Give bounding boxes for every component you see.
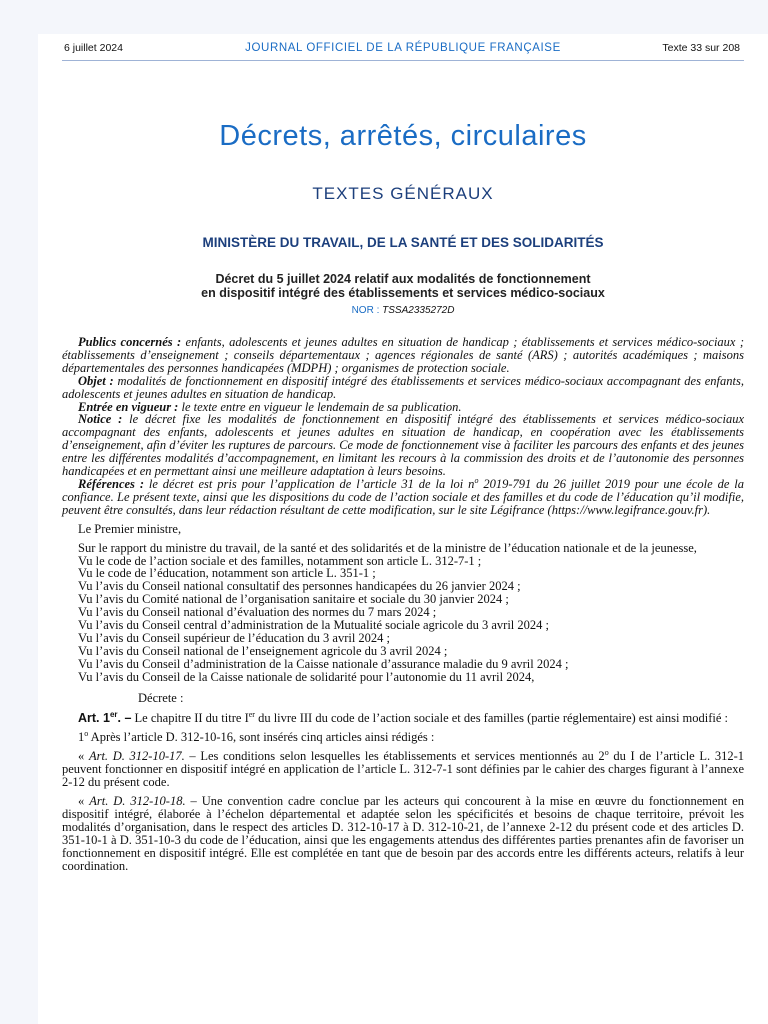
quote-mark: « (78, 749, 89, 764)
summary-label: Références : (78, 476, 144, 491)
superscript: o (474, 475, 479, 485)
visa-line: Vu l’avis du Conseil supérieur de l’éducation du 3 avril 2024 ; (78, 630, 391, 645)
text-reference: Texte 33 sur 208 (662, 42, 740, 54)
summary-label: Objet : (78, 373, 114, 388)
item-number: 1 (78, 730, 85, 745)
summary-label: Entrée en vigueur : (78, 399, 179, 414)
article-label-text: Art. 1 (78, 711, 110, 726)
visa-line: Vu l’avis du Comité national de l’organisation sanitaire et sociale du 30 janvier 2024 ; (78, 592, 509, 607)
article-d-312-10-18 (62, 795, 744, 872)
summary-objet (62, 375, 744, 401)
sub-article-label: Art. D. 312-10-18. (89, 794, 186, 808)
decree-title-line: Décret du 5 juillet 2024 relatif aux modalités de fonctionnement (215, 272, 591, 286)
quote-mark: « (78, 794, 90, 808)
summary-text: le décret fixe les modalités de fonctionnement en dispositif intégré des établissements et services médico-sociaux accompagnant des enfants, adolescents et jeunes adultes en situation de handicap, en coopération avec les établissements d’enseignement, afin d’éviter les ruptures de parcours. Ce mode de fonctionnement vise à faciliter les parcours des enfants et des jeunes entre les différentes modalités d’accompagnement, en limitant les recours à la commission des droits et de l’autonomie des personnes handicapées et en permettant ainsi une meilleure adaptation à leurs besoins. (62, 412, 744, 479)
rapport-line: Sur le rapport du ministre du travail, de la santé et des solidarités et de la ministre de l’éducation nationale et de la jeunesse, (78, 540, 697, 555)
summary-publics (62, 336, 744, 375)
visa-line: Vu l’avis du Conseil central d’administration de la Mutualité sociale agricole du 3 avril 2024 ; (78, 618, 550, 633)
visa-list (62, 555, 744, 684)
sub-article-text: – Une convention cadre conclue par les acteurs qui concourent à la mise en œuvre du fonctionnement en dispositif intégré, élaborée à l’échelon départemental et adaptée selon les spécificités et besoins de chaque territoire, prévoit les modalités d’organisation, dans le respect des articles D. 312-10-17 à D. 312-10-21, de l’annexe 2-12 du présent code et des articles D. 351-10-1 à D. 351-10-3 du code de l’éducation, ainsi que les engagements attendus des différentes parties prenantes afin de favoriser un fonctionnement en dispositif intégré. Elle est complétée en tant que de besoin par des accords entre les différents acteurs, relatifs à leur coordination. (62, 794, 745, 873)
superscript: o (604, 748, 609, 758)
prime-minister-line: Le Premier ministre, (78, 521, 182, 536)
superscript: o (84, 729, 89, 739)
nor-label: NOR : (351, 305, 383, 316)
item-text: Après l’article D. 312-10-16, sont insérés cinq articles ainsi rédigés : (88, 730, 435, 745)
summary-text: le texte entre en vigueur le lendemain de sa publication. (178, 399, 462, 414)
nor-reference (38, 305, 768, 316)
article-text: du livre III du code de l’action sociale et des familles (partie réglementaire) est ainsi modifié : (254, 711, 729, 726)
superscript: er (248, 710, 255, 720)
summary-text: enfants, adolescents et jeunes adultes en situation de handicap ; établissements et services médico-sociaux ; établissements d’enseignement ; conseils départementaux ; agences régionales de santé (ARS) ; autorités académiques ; maisons départementales des personnes handicapées (MDPH) ; organismes de protection sociale. (62, 335, 744, 375)
visa-line: Vu l’avis du Conseil national d’évaluation des normes du 7 mars 2024 ; (78, 605, 437, 620)
visa-line: Vu l’avis du Conseil d’administration de la Caisse nationale d’assurance maladie du 9 avril 2024 ; (78, 656, 569, 671)
section-title: TEXTES GÉNÉRAUX (312, 184, 494, 203)
decree-title-line: en dispositif intégré des établissements et services médico-sociaux (201, 286, 605, 300)
page-header (38, 42, 768, 56)
summary-references (62, 475, 744, 517)
decree-title (38, 272, 768, 300)
journal-title: JOURNAL OFFICIEL DE LA RÉPUBLIQUE FRANÇAISE (245, 42, 561, 54)
summary-text: modalités de fonctionnement en dispositif intégré des établissements et services médico-sociaux accompagnant des enfants, adolescents et jeunes adultes en situation de handicap. (62, 373, 744, 401)
ministry-title: MINISTÈRE DU TRAVAIL, DE LA SANTÉ ET DES SOLIDARITÉS (202, 235, 604, 250)
visa-line: Vu le code de l’éducation, notamment son article L. 351-1 ; (78, 566, 376, 581)
rubric-title: Décrets, arrêtés, circulaires (219, 120, 587, 152)
decree-body (62, 336, 744, 872)
summary-text: le décret est pris pour l’application de l’article 31 de la loi n (143, 476, 475, 491)
nor-code: TSSA2335272D (382, 305, 455, 316)
decrete-line: Décrete : (138, 690, 184, 705)
sub-article-text: – Les conditions selon lesquelles les établissements et services mentionnés au 2 (184, 749, 605, 764)
article-text: Le chapitre II du titre I (131, 711, 249, 726)
article-label-text: . – (117, 711, 132, 726)
sub-article-text: du I de l’article L. 312-1 peuvent fonctionner en dispositif intégré en application de l’article L. 312-7-1 sont définies par le cahier des charges figurant à l’annexe 2-12 du présent code. (62, 749, 744, 790)
summary-text: 2019-791 du 26 juillet 2019 pour une école de la confiance. Le présent texte, ainsi que les dispositions du code de l’action sociale et des familles et du code de l’éducation qu’il modifie, peuvent être consultés, dans leur rédaction résultant de cette modification, sur le site Légifrance (https://www.legifrance.gouv.fr). (62, 476, 744, 517)
publication-date: 6 juillet 2024 (64, 42, 123, 54)
visa-line: Vu l’avis du Conseil national de l’enseignement agricole du 3 avril 2024 ; (78, 643, 448, 658)
summary-label: Notice : (78, 412, 123, 427)
visa-line: Vu l’avis du Conseil de la Caisse nationale de solidarité pour l’autonomie du 11 avril 2024, (78, 669, 535, 684)
sub-article-label: Art. D. 312-10-17. (88, 749, 185, 764)
header-divider (62, 60, 744, 61)
visa-line: Vu le code de l’action sociale et des familles, notamment son article L. 312-7-1 ; (78, 553, 482, 568)
article-1 (62, 712, 744, 725)
summary-label: Publics concernés : (78, 335, 182, 349)
article-label (78, 711, 131, 725)
visa-line: Vu l’avis du Conseil national consultatif des personnes handicapées du 26 janvier 2024 ; (78, 579, 521, 594)
article-d-312-10-17 (62, 750, 744, 789)
article-item-1 (62, 731, 744, 744)
superscript: er (109, 710, 118, 720)
summary-notice (62, 413, 744, 478)
journal-page (38, 34, 768, 1024)
